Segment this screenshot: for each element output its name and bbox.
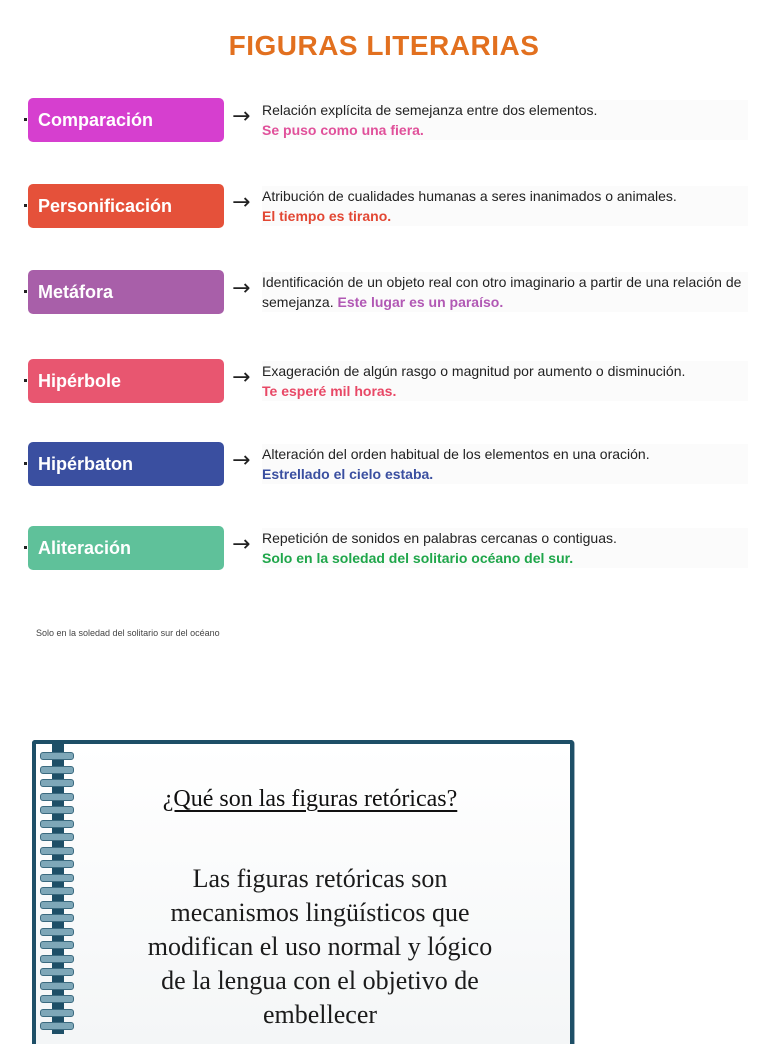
spiral-ring	[40, 847, 74, 855]
page-title: FIGURAS LITERARIAS	[228, 30, 540, 61]
figure-example: Se puso como una fiera.	[262, 122, 424, 138]
spiral-ring	[40, 995, 74, 1003]
figure-row	[0, 270, 768, 330]
figure-definition: Identificación de un objeto real con otro imaginario a partir de una relación de semejanza.	[262, 274, 742, 310]
spiral-ring	[40, 860, 74, 868]
figure-description	[262, 272, 748, 312]
figure-description	[262, 528, 748, 568]
figure-example: Este lugar es un paraíso.	[337, 294, 504, 310]
arrow-right-icon: →	[232, 448, 251, 473]
spiral-ring	[40, 955, 74, 963]
figure-name-label: Personificación	[28, 184, 224, 228]
figure-description	[262, 100, 748, 140]
spiral-ring	[40, 1022, 74, 1030]
bullet-dot	[24, 204, 27, 207]
spiral-ring	[40, 887, 74, 895]
figure-definition: Repetición de sonidos en palabras cercanas o contiguas.	[262, 530, 617, 546]
spiral-ring	[40, 928, 74, 936]
spiral-ring	[40, 901, 74, 909]
figure-row	[0, 98, 768, 158]
spiral-ring	[40, 1009, 74, 1017]
bullet-dot	[24, 118, 27, 121]
figure-definition: Alteración del orden habitual de los elementos en una oración.	[262, 446, 650, 462]
spiral-ring	[40, 752, 74, 760]
figure-row	[0, 442, 768, 502]
spiral-ring	[40, 806, 74, 814]
spiral-ring	[40, 766, 74, 774]
notebook-heading: ¿Qué son las figuras retóricas?	[162, 786, 458, 812]
bullet-dot	[24, 546, 27, 549]
arrow-right-icon: →	[232, 190, 251, 215]
figure-name-label: Comparación	[28, 98, 224, 142]
bullet-dot	[24, 290, 27, 293]
figure-name-label: Hipérbaton	[28, 442, 224, 486]
spiral-ring	[40, 779, 74, 787]
arrow-right-icon: →	[232, 532, 251, 557]
arrow-right-icon: →	[232, 276, 251, 301]
spiral-ring	[40, 941, 74, 949]
figure-name-label: Hipérbole	[28, 359, 224, 403]
figure-example: Estrellado el cielo estaba.	[262, 466, 434, 482]
spiral-ring	[40, 793, 74, 801]
spiral-ring	[40, 874, 74, 882]
figure-row	[0, 359, 768, 419]
figure-name-label: Metáfora	[28, 270, 224, 314]
spiral-ring	[40, 982, 74, 990]
spiral-ring	[40, 914, 74, 922]
figure-name-label: Aliteración	[28, 526, 224, 570]
figure-description	[262, 361, 748, 401]
figure-example: El tiempo es tirano.	[262, 208, 392, 224]
note-text: Solo en la soledad del solitario sur del océano	[36, 628, 220, 638]
bullet-dot	[24, 462, 27, 465]
figure-definition: Exageración de algún rasgo o magnitud por aumento o disminución.	[262, 363, 686, 379]
spiral-ring	[40, 968, 74, 976]
figure-example: Solo en la soledad del solitario océano del sur.	[262, 550, 574, 566]
figure-definition: Atribución de cualidades humanas a seres inanimados o animales.	[262, 188, 677, 204]
figure-description	[262, 444, 748, 484]
figure-example: Te esperé mil horas.	[262, 383, 397, 399]
figure-definition: Relación explícita de semejanza entre dos elementos.	[262, 102, 598, 118]
arrow-right-icon: →	[232, 365, 251, 390]
figure-description	[262, 186, 748, 226]
spiral-ring	[40, 820, 74, 828]
spiral-ring	[40, 833, 74, 841]
figure-row	[0, 184, 768, 244]
arrow-right-icon: →	[232, 104, 251, 129]
figure-row	[0, 526, 768, 586]
notebook-body: Las figuras retóricas son mecanismos lingüísticos que modifican el uso normal y lógico de la lengua con el objetivo de embellecer	[147, 864, 493, 1029]
bullet-dot	[24, 379, 27, 382]
